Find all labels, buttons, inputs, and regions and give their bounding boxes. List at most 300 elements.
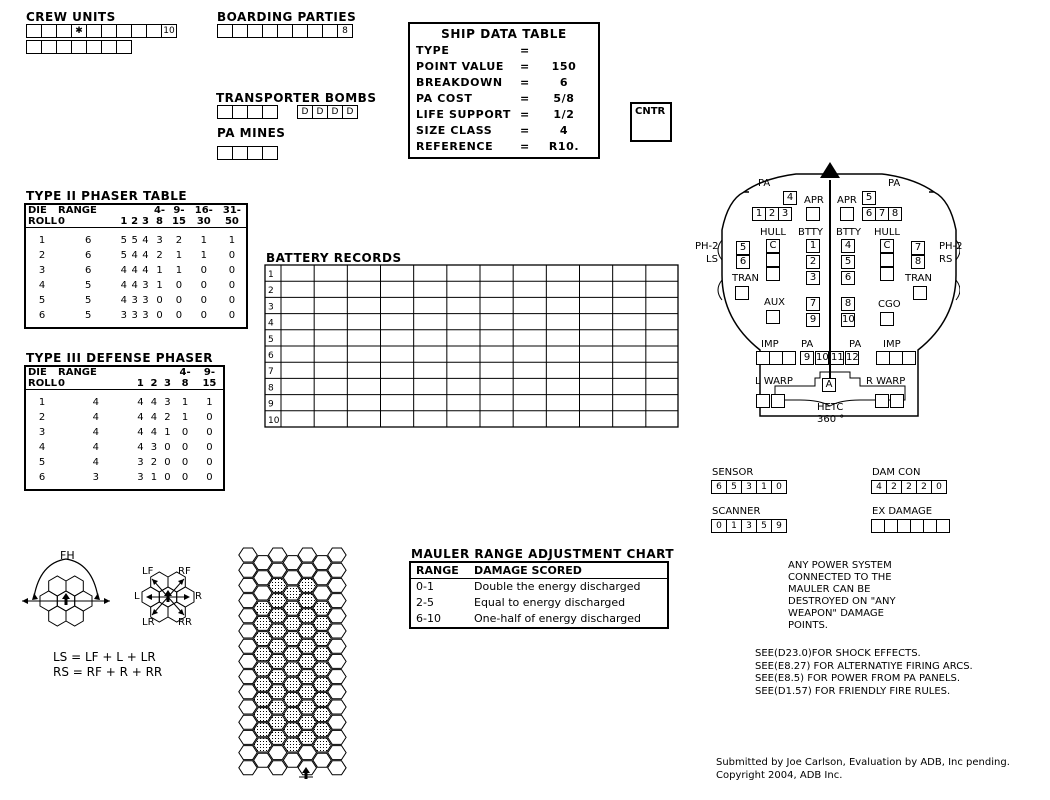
- hex-map-cell[interactable]: [268, 609, 286, 623]
- battery-box[interactable]: 1: [806, 239, 820, 253]
- hex-map-cell[interactable]: [298, 563, 316, 577]
- hex-map-cell[interactable]: [283, 677, 301, 691]
- damcon-box[interactable]: 2: [916, 480, 932, 494]
- table-cell: [140, 205, 151, 216]
- boarding-party-box[interactable]: [292, 24, 308, 38]
- battery-box[interactable]: 9: [806, 313, 820, 327]
- crew-unit-box[interactable]: [26, 24, 42, 38]
- excess-damage-box[interactable]: [910, 519, 924, 533]
- hex-map-cell[interactable]: [268, 594, 286, 608]
- firing-arc-diagrams: [18, 545, 223, 637]
- hex-map-cell[interactable]: [239, 624, 257, 638]
- hex-map-cell[interactable]: [313, 586, 331, 600]
- hex-map-cell[interactable]: [313, 662, 331, 676]
- hex-map-cell[interactable]: [298, 700, 316, 714]
- hetc-arc-label: 360 °: [817, 414, 845, 425]
- hex-map-cell[interactable]: [283, 723, 301, 737]
- phaser-box[interactable]: 7: [911, 241, 925, 255]
- table-cell: 0: [228, 250, 236, 261]
- damcon-box[interactable]: 0: [931, 480, 947, 494]
- hex-map-cell[interactable]: [298, 578, 316, 592]
- boarding-party-box[interactable]: [322, 24, 338, 38]
- hex-map-cell[interactable]: [254, 601, 272, 615]
- hex-map-cell[interactable]: [268, 761, 286, 775]
- hex-map-cell[interactable]: [298, 609, 316, 623]
- transporter-bomb-box[interactable]: [217, 105, 233, 119]
- table-cell: [161, 367, 175, 378]
- hex-map-cell[interactable]: [283, 601, 301, 615]
- aux-label: AUX: [764, 297, 786, 308]
- hex-map-cell[interactable]: [254, 662, 272, 676]
- boarding-party-box[interactable]: [247, 24, 263, 38]
- hex-map-cell[interactable]: [328, 746, 346, 760]
- excess-damage-box[interactable]: [897, 519, 911, 533]
- crew-unit-box[interactable]: [86, 24, 102, 38]
- hex-map-cell[interactable]: [298, 746, 316, 760]
- table-cell: 4: [142, 250, 149, 261]
- transporter-bomb-box[interactable]: [232, 105, 248, 119]
- hex-map-cell[interactable]: [328, 670, 346, 684]
- boarding-party-box[interactable]: [232, 24, 248, 38]
- hex-map-cell[interactable]: [254, 753, 272, 767]
- table-cell: 4: [92, 427, 99, 438]
- hex-map-cell[interactable]: [268, 654, 286, 668]
- hex-map-cell[interactable]: [298, 730, 316, 744]
- transporter-bombs-boxes: [217, 105, 277, 119]
- hex-map-cell[interactable]: [328, 578, 346, 592]
- table-cell: 3: [137, 457, 144, 468]
- phaser-box[interactable]: 5: [736, 241, 750, 255]
- tran-right-label: TRAN: [905, 273, 932, 284]
- transporter-bomb-box[interactable]: [262, 105, 278, 119]
- mauler-damage: Double the energy discharged: [474, 580, 641, 593]
- crew-units-row1: [26, 24, 176, 38]
- pa-mine-box[interactable]: [247, 146, 263, 160]
- see-notes: [755, 648, 973, 698]
- scanner-box[interactable]: 0: [711, 519, 727, 533]
- crew-unit-box[interactable]: ✱: [71, 24, 87, 38]
- table-cell: 1: [156, 265, 163, 276]
- pa-left-label: PA: [758, 178, 771, 189]
- hex-map-cell[interactable]: [268, 685, 286, 699]
- hex-map-cell[interactable]: [283, 616, 301, 630]
- table-cell: [134, 367, 148, 378]
- apr-box[interactable]: [806, 207, 820, 221]
- hex-map-cell[interactable]: [313, 708, 331, 722]
- table-cell: 1: [175, 265, 183, 276]
- hex-map-cell[interactable]: [298, 594, 316, 608]
- crew-unit-box[interactable]: [116, 24, 132, 38]
- dummy-bomb-box[interactable]: D: [342, 105, 358, 119]
- table-row: [26, 263, 246, 278]
- phaser-box[interactable]: 8: [911, 255, 925, 269]
- mauler-range: 0-1: [416, 580, 434, 593]
- imp-box[interactable]: [769, 351, 783, 365]
- hetc-a-box[interactable]: A: [822, 378, 836, 392]
- hull-box[interactable]: [880, 267, 894, 281]
- table-cell: 1: [38, 397, 46, 408]
- damcon-track: [871, 480, 946, 494]
- battery-box[interactable]: 10: [842, 314, 855, 325]
- hex-map-cell[interactable]: [313, 753, 331, 767]
- hex-map-cell[interactable]: [283, 556, 301, 570]
- pa-box[interactable]: 11: [831, 352, 844, 363]
- ship-data-key: POINT VALUE: [416, 60, 504, 73]
- table-cell: 0: [58, 378, 65, 389]
- hex-map-cell[interactable]: [328, 639, 346, 653]
- arc-fh-label: FH: [60, 549, 75, 562]
- hull-left-label: HULL: [760, 227, 786, 238]
- table-cell: 4: [137, 397, 144, 408]
- boarding-party-box[interactable]: [217, 24, 233, 38]
- boarding-parties-label: BOARDING PARTIES: [217, 10, 357, 24]
- hex-map-cell[interactable]: [268, 639, 286, 653]
- pa-right-label: PA: [888, 178, 901, 189]
- hex-map-cell[interactable]: [254, 677, 272, 691]
- scanner-box[interactable]: 1: [726, 519, 742, 533]
- hex-map-cell[interactable]: [298, 670, 316, 684]
- hex-map-cell[interactable]: [283, 708, 301, 722]
- hex-map-cell[interactable]: [313, 647, 331, 661]
- ship-data-title: SHIP DATA TABLE: [441, 27, 567, 41]
- table-cell: 0: [164, 457, 171, 468]
- table-cell: 31-: [222, 205, 241, 216]
- table-cell: 1: [38, 235, 46, 246]
- hex-map-cell[interactable]: [254, 692, 272, 706]
- hex-map-cell[interactable]: [328, 609, 346, 623]
- crew-unit-box[interactable]: 10: [161, 24, 177, 38]
- table-cell: 2: [156, 250, 163, 261]
- pa-box[interactable]: 2: [765, 207, 779, 221]
- hex-map-cell[interactable]: [313, 556, 331, 570]
- pa-mine-box[interactable]: [232, 146, 248, 160]
- hex-map-cell[interactable]: [328, 624, 346, 638]
- see-note-line: SEE(E8.5) FOR POWER FROM PA PANELS.: [755, 673, 961, 684]
- hull-box[interactable]: [766, 267, 780, 281]
- hex-map-cell[interactable]: [283, 738, 301, 752]
- hull-box[interactable]: C: [880, 239, 894, 253]
- hex-map-cell[interactable]: [268, 548, 286, 562]
- hex-map-cell[interactable]: [239, 730, 257, 744]
- arc-rf-label: RF: [178, 566, 191, 577]
- sensor-track: [711, 480, 786, 494]
- table-head-row: [26, 216, 246, 228]
- phaser3-table: [24, 365, 225, 491]
- pa-box[interactable]: 1: [752, 207, 766, 221]
- table-cell: 15: [202, 378, 217, 389]
- apr-left-label: APR: [804, 195, 824, 206]
- hex-map-cell[interactable]: [283, 586, 301, 600]
- hex-map-cell[interactable]: [328, 654, 346, 668]
- hex-map-cell[interactable]: [298, 715, 316, 729]
- damcon-box[interactable]: 2: [886, 480, 902, 494]
- hull-box[interactable]: C: [766, 239, 780, 253]
- tran-box[interactable]: [913, 286, 927, 300]
- pa-box[interactable]: 6: [862, 207, 876, 221]
- excess-damage-box[interactable]: [871, 519, 885, 533]
- table-cell: RANGE: [58, 205, 97, 216]
- ship-data-rows: [416, 43, 592, 155]
- warp-box[interactable]: [890, 394, 904, 408]
- battery-row-label: 9: [268, 399, 274, 410]
- crew-unit-box[interactable]: [116, 40, 132, 54]
- pa-box[interactable]: 4: [783, 191, 797, 205]
- hex-map-cell[interactable]: [328, 715, 346, 729]
- ship-data-row: [416, 75, 592, 91]
- pa-box[interactable]: 3: [778, 207, 792, 221]
- crew-unit-box[interactable]: [86, 40, 102, 54]
- hex-map-cell[interactable]: [239, 654, 257, 668]
- pa-mine-box[interactable]: [262, 146, 278, 160]
- table-cell: 4: [92, 457, 99, 468]
- hex-map-cell[interactable]: [298, 654, 316, 668]
- imp-box[interactable]: [756, 351, 770, 365]
- hex-map-cell[interactable]: [328, 700, 346, 714]
- boarding-party-box[interactable]: [262, 24, 278, 38]
- damcon-box[interactable]: 4: [871, 480, 887, 494]
- mauler-row: [411, 595, 667, 611]
- crew-unit-box[interactable]: [101, 40, 117, 54]
- imp-box[interactable]: [782, 351, 796, 365]
- table-cell: 0: [228, 265, 236, 276]
- table-cell: 0: [200, 265, 207, 276]
- apr-box[interactable]: [840, 207, 854, 221]
- hex-map-cell[interactable]: [254, 723, 272, 737]
- warp-box[interactable]: [875, 394, 889, 408]
- battery-box[interactable]: 4: [841, 239, 855, 253]
- hex-map-cell[interactable]: [268, 670, 286, 684]
- hex-map-cell[interactable]: [283, 647, 301, 661]
- hex-map-cell[interactable]: [239, 578, 257, 592]
- hex-map-cell[interactable]: [239, 685, 257, 699]
- arc-lr-label: LR: [142, 617, 155, 628]
- hex-map-cell[interactable]: [239, 609, 257, 623]
- imp-box[interactable]: [876, 351, 890, 365]
- hex-map-cell[interactable]: [328, 594, 346, 608]
- hex-map-cell[interactable]: [313, 723, 331, 737]
- table-cell: 9-: [173, 205, 185, 216]
- table-cell: 15: [171, 216, 186, 227]
- hex-map-cell[interactable]: [254, 738, 272, 752]
- rs-label: RS: [939, 254, 953, 265]
- table-row: [26, 440, 223, 455]
- sensor-box[interactable]: 1: [756, 480, 772, 494]
- cgo-box[interactable]: [880, 312, 894, 326]
- sensor-box[interactable]: 6: [711, 480, 727, 494]
- table-cell: 0: [206, 427, 213, 438]
- table-cell: 0: [175, 280, 183, 291]
- hex-map-cell[interactable]: [239, 670, 257, 684]
- mauler-row: [411, 611, 667, 627]
- boarding-party-box[interactable]: [277, 24, 293, 38]
- hex-map-cell[interactable]: [313, 692, 331, 706]
- sensor-box[interactable]: 0: [771, 480, 787, 494]
- warp-box[interactable]: [771, 394, 785, 408]
- hex-map-cell[interactable]: [298, 685, 316, 699]
- table-row: [26, 470, 223, 485]
- ship-data-value: [540, 43, 588, 59]
- arc-rr-label: RR: [178, 617, 192, 628]
- battery-box[interactable]: 3: [806, 271, 820, 285]
- ship-data-value: R10.: [548, 140, 580, 153]
- ship-data-row: [416, 123, 592, 139]
- hex-map-cell[interactable]: [268, 746, 286, 760]
- table-cell: 4: [131, 250, 138, 261]
- hex-map-cell[interactable]: [239, 715, 257, 729]
- table-cell: 0: [228, 310, 236, 321]
- pa-box[interactable]: 5: [862, 191, 876, 205]
- table-cell: 4: [38, 442, 46, 453]
- crew-unit-box[interactable]: [56, 40, 72, 54]
- ship-data-row: [416, 59, 592, 75]
- hex-map-cell[interactable]: [239, 746, 257, 760]
- pa-box[interactable]: 12: [846, 352, 859, 363]
- table-cell: 0: [181, 427, 189, 438]
- scanner-box[interactable]: 9: [771, 519, 787, 533]
- hex-map-cell[interactable]: [268, 730, 286, 744]
- hex-map-cell[interactable]: [283, 753, 301, 767]
- boarding-party-box[interactable]: 8: [337, 24, 353, 38]
- hex-map-cell[interactable]: [268, 563, 286, 577]
- crew-unit-box[interactable]: [41, 24, 57, 38]
- table-cell: 0: [200, 310, 207, 321]
- transporter-bomb-box[interactable]: [247, 105, 263, 119]
- hex-map-cell[interactable]: [254, 708, 272, 722]
- battery-box[interactable]: 7: [806, 297, 820, 311]
- table-cell: 3: [38, 427, 46, 438]
- dummy-bomb-box[interactable]: D: [327, 105, 343, 119]
- sensor-box[interactable]: 3: [741, 480, 757, 494]
- hex-map-cell[interactable]: [313, 738, 331, 752]
- excess-damage-box[interactable]: [884, 519, 898, 533]
- hex-map-cell[interactable]: [254, 586, 272, 600]
- battery-row-label: 10: [268, 415, 280, 426]
- hex-map-cell[interactable]: [313, 571, 331, 585]
- table-cell: 5: [38, 295, 46, 306]
- table-cell: 6: [38, 472, 46, 483]
- excess-damage-box[interactable]: [923, 519, 937, 533]
- hex-map-cell[interactable]: [283, 692, 301, 706]
- rs-equation: RS = RF + R + RR: [53, 665, 163, 679]
- hex-map-cell[interactable]: [313, 616, 331, 630]
- phaser-box[interactable]: 6: [736, 255, 750, 269]
- hex-map-cell[interactable]: [254, 647, 272, 661]
- ship-data-eq: =: [520, 140, 530, 153]
- imp-right-label: IMP: [883, 339, 901, 350]
- table-cell: 3: [156, 235, 163, 246]
- damcon-box[interactable]: 2: [901, 480, 917, 494]
- battery-box[interactable]: 8: [841, 297, 855, 311]
- hex-map: [236, 543, 376, 788]
- hex-map-cell[interactable]: [313, 601, 331, 615]
- table-cell: 16-: [194, 205, 213, 216]
- aux-box[interactable]: [766, 310, 780, 324]
- hex-map-cell[interactable]: [328, 730, 346, 744]
- hex-map-cell[interactable]: [239, 548, 257, 562]
- hex-map-cell[interactable]: [239, 700, 257, 714]
- sensor-box[interactable]: 5: [726, 480, 742, 494]
- hex-map-cell[interactable]: [268, 715, 286, 729]
- hex-map-cell[interactable]: [298, 548, 316, 562]
- excess-damage-box[interactable]: [936, 519, 950, 533]
- hex-map-cell[interactable]: [328, 685, 346, 699]
- hex-map-cell[interactable]: [239, 594, 257, 608]
- ship-data-key: REFERENCE: [416, 140, 494, 153]
- crew-unit-box[interactable]: [26, 40, 42, 54]
- imp-box[interactable]: [889, 351, 903, 365]
- ship-data-eq: =: [520, 44, 530, 57]
- crew-unit-box[interactable]: [71, 40, 87, 54]
- battery-row-label: 8: [268, 383, 274, 394]
- boarding-party-box[interactable]: [307, 24, 323, 38]
- pa-box[interactable]: 9: [800, 351, 814, 365]
- dummy-bomb-box[interactable]: D: [297, 105, 313, 119]
- hull-box[interactable]: [880, 253, 894, 267]
- hex-map-cell[interactable]: [254, 616, 272, 630]
- scanner-box[interactable]: 5: [756, 519, 772, 533]
- scanner-box[interactable]: 3: [741, 519, 757, 533]
- warp-box[interactable]: [756, 394, 770, 408]
- table-cell: RANGE: [58, 367, 97, 378]
- scanner-label: SCANNER: [712, 506, 761, 517]
- hex-map-cell[interactable]: [239, 563, 257, 577]
- pa-box[interactable]: 7: [875, 207, 889, 221]
- hex-map-cell[interactable]: [254, 632, 272, 646]
- hex-map-cell[interactable]: [328, 563, 346, 577]
- battery-box[interactable]: 2: [806, 255, 820, 269]
- hex-cell: [49, 576, 66, 596]
- pa-mine-box[interactable]: [217, 146, 233, 160]
- hex-map-cell[interactable]: [313, 632, 331, 646]
- hex-map-cell[interactable]: [298, 639, 316, 653]
- hull-box[interactable]: [766, 253, 780, 267]
- hex-map-cell[interactable]: [283, 632, 301, 646]
- hex-map-cell[interactable]: [254, 571, 272, 585]
- hex-map-cell[interactable]: [268, 624, 286, 638]
- crew-unit-box[interactable]: [41, 40, 57, 54]
- table-cell: DIE: [28, 205, 47, 216]
- table-cell: 1: [206, 397, 213, 408]
- dummy-bomb-box[interactable]: D: [312, 105, 328, 119]
- battery-box[interactable]: 6: [841, 271, 855, 285]
- battery-box[interactable]: 5: [841, 255, 855, 269]
- crew-unit-box[interactable]: [56, 24, 72, 38]
- hex-map-cell[interactable]: [313, 677, 331, 691]
- table-cell: 6: [85, 265, 92, 276]
- pa-box[interactable]: 10: [816, 352, 829, 363]
- hex-map-cell[interactable]: [283, 571, 301, 585]
- pa-box[interactable]: 8: [888, 207, 902, 221]
- hex-map-cell[interactable]: [254, 556, 272, 570]
- hex-map-cell[interactable]: [328, 548, 346, 562]
- hex-map-cell[interactable]: [328, 761, 346, 775]
- crew-unit-box[interactable]: [146, 24, 162, 38]
- hex-map-cell[interactable]: [283, 662, 301, 676]
- hex-map-cell[interactable]: [268, 578, 286, 592]
- battery-row-label: 6: [268, 351, 274, 361]
- hex-map-cell[interactable]: [239, 639, 257, 653]
- table-cell: 2: [150, 457, 158, 468]
- imp-box[interactable]: [902, 351, 916, 365]
- crew-unit-box[interactable]: [101, 24, 117, 38]
- tran-box[interactable]: [735, 286, 749, 300]
- ship-data-value: 4: [559, 124, 569, 137]
- hex-map-cell[interactable]: [239, 761, 257, 775]
- table-cell: 0: [200, 295, 207, 306]
- hex-map-cell[interactable]: [268, 700, 286, 714]
- hex-map-cell[interactable]: [298, 624, 316, 638]
- crew-unit-box[interactable]: [131, 24, 147, 38]
